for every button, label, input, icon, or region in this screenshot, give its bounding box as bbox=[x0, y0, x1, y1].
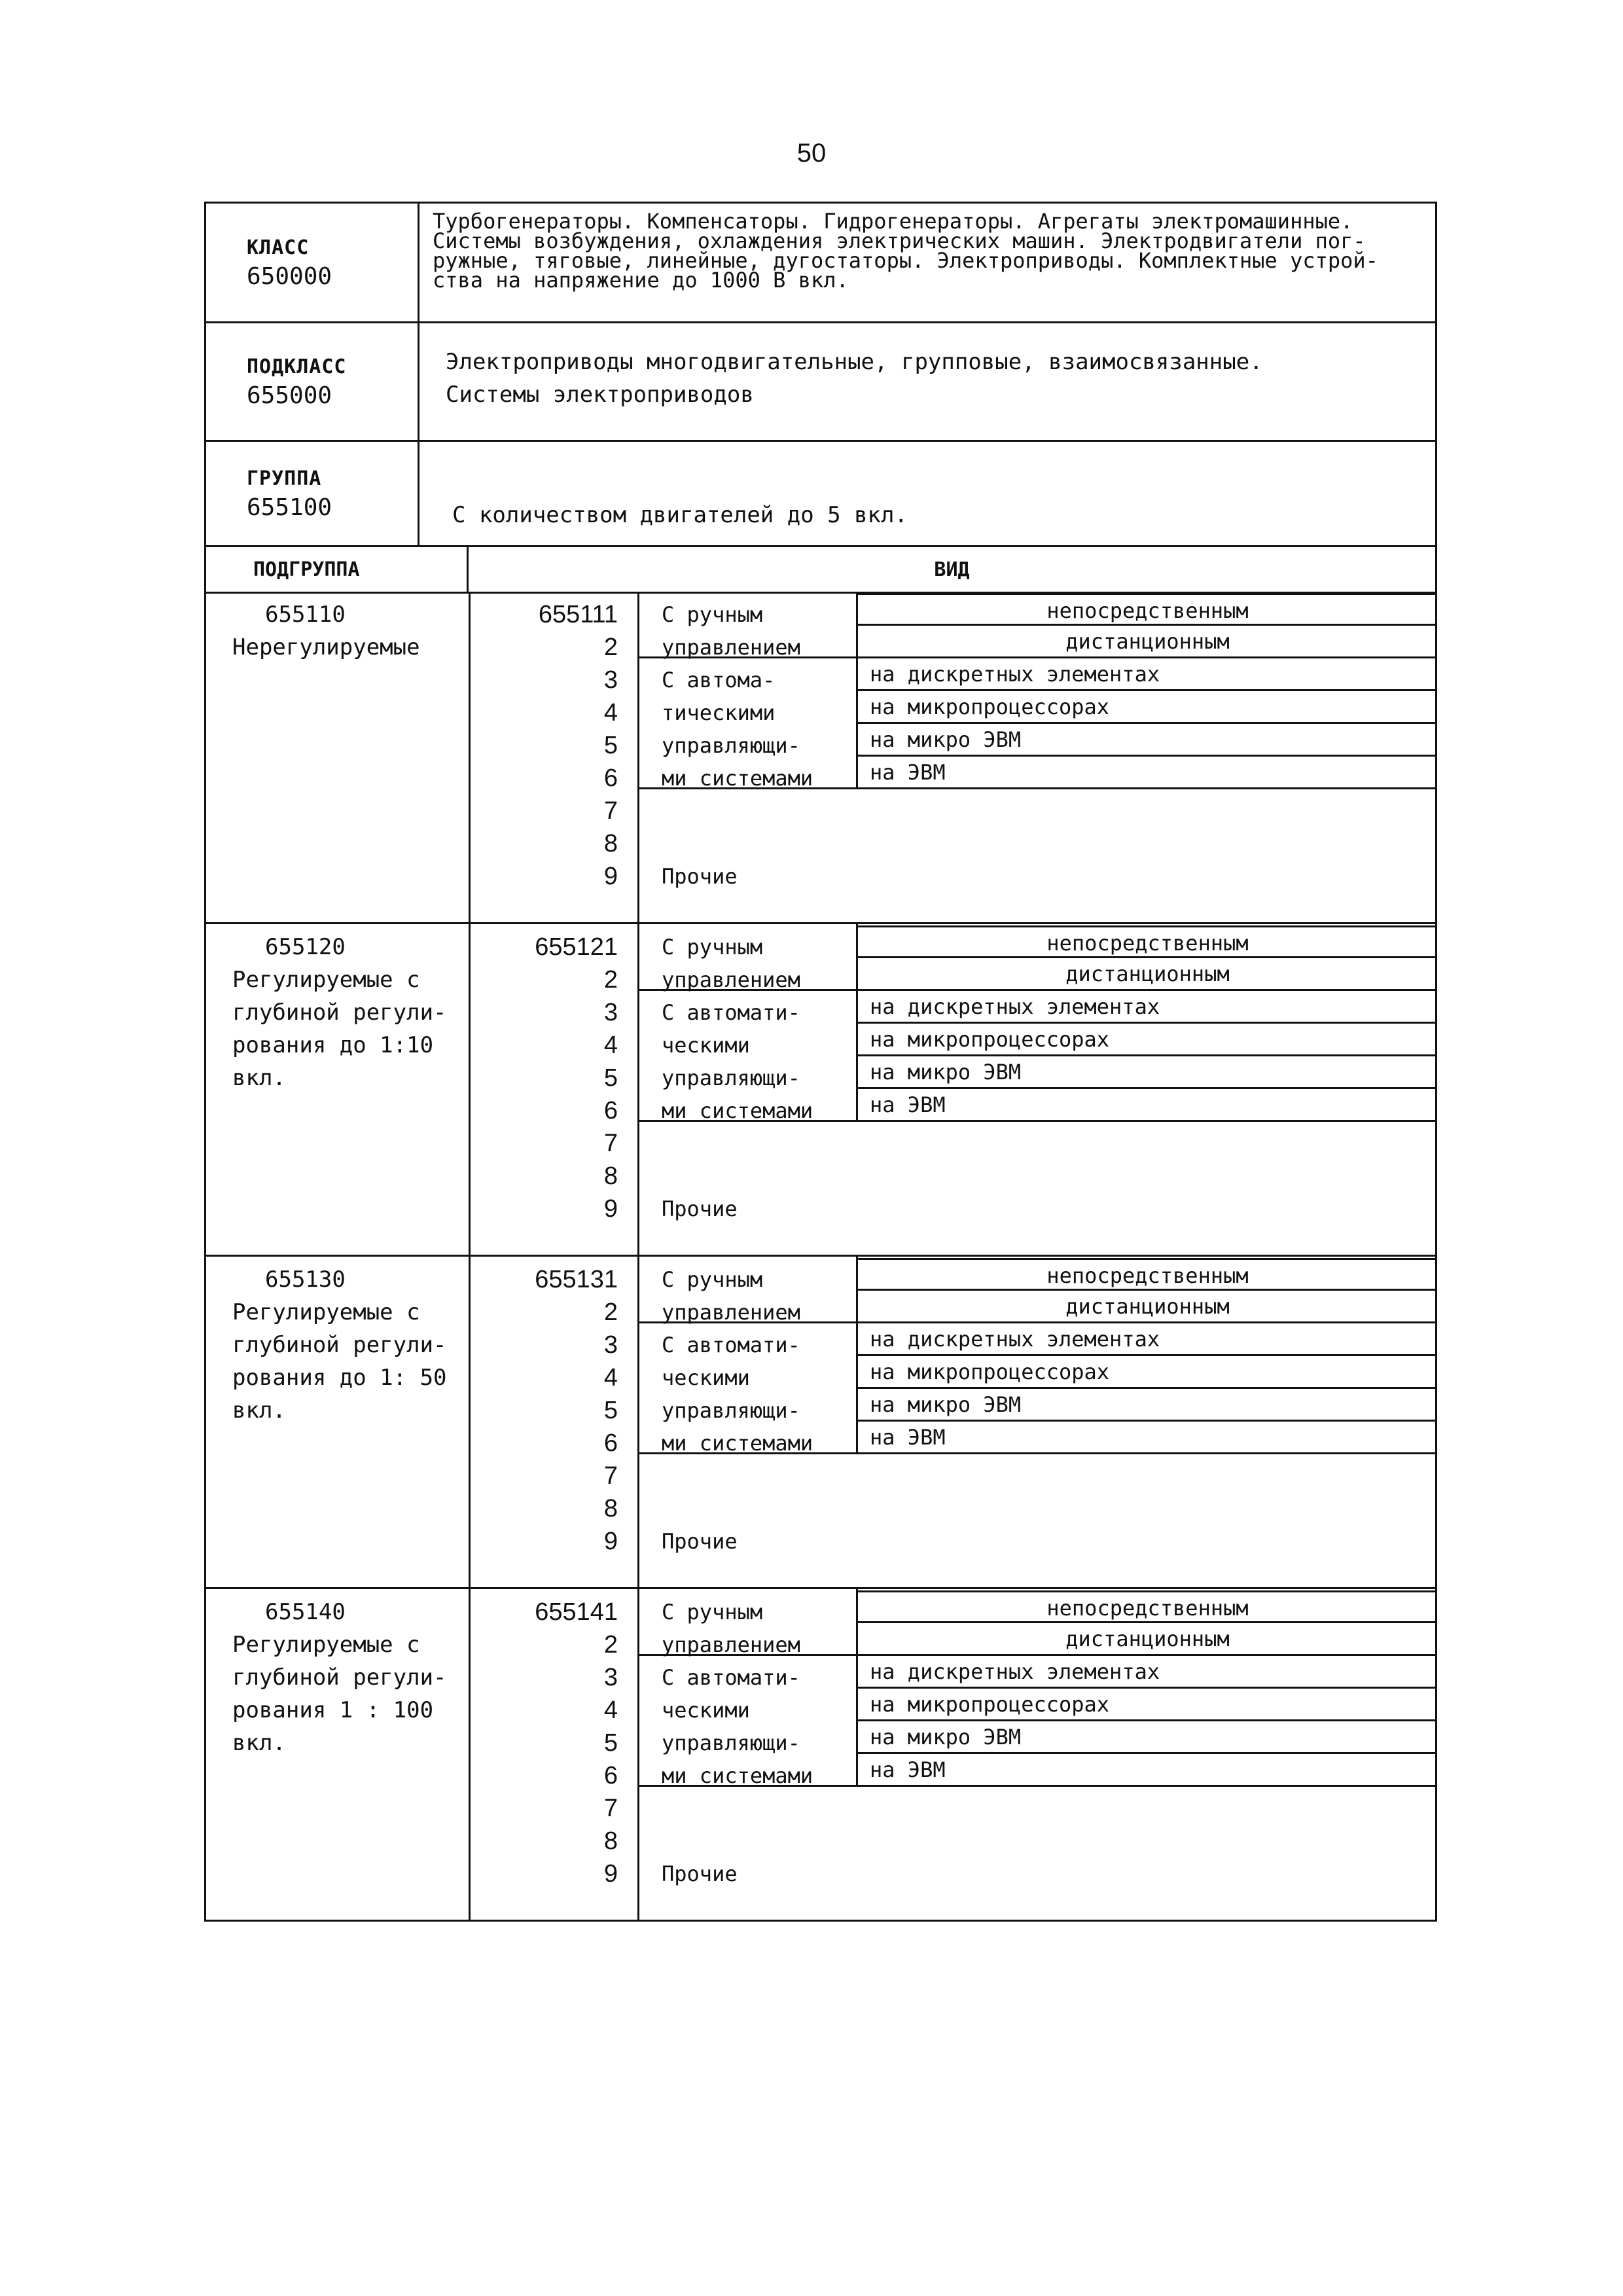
group-label-cell bbox=[206, 442, 419, 545]
class-block bbox=[204, 202, 1437, 323]
type-code: 3 bbox=[603, 1331, 618, 1359]
subgroup-name-line: глубиной регули- bbox=[232, 1332, 447, 1358]
subgroup-description-cell bbox=[206, 924, 471, 1255]
subgroup-name-line: глубиной регули- bbox=[232, 1664, 447, 1691]
class-label-cell bbox=[206, 204, 419, 321]
group-title: ГРУППА bbox=[247, 467, 322, 490]
manual-control-line: управлением bbox=[662, 1632, 800, 1657]
auto-control-line: ми системами bbox=[662, 1763, 813, 1788]
manual-control-line: управлением bbox=[662, 967, 800, 992]
subgroup-name-line: вкл. bbox=[232, 1065, 286, 1091]
type-kind: непосредственным bbox=[858, 593, 1437, 626]
type-code: 4 bbox=[603, 1696, 618, 1724]
class-description-line: Турбогенераторы. Компенсаторы. Гидрогенераторы. Агрегаты электромашинные. bbox=[433, 209, 1353, 234]
type-code: 5 bbox=[603, 1729, 618, 1757]
group-description: С количеством двигателей до 5 вкл. bbox=[452, 502, 908, 528]
type-kind: на микропроцессорах bbox=[858, 691, 1437, 724]
type-code: 655141 bbox=[535, 1598, 618, 1626]
type-codes-column bbox=[471, 1257, 639, 1587]
subgroup-description-cell bbox=[206, 1589, 471, 1920]
type-codes-column bbox=[471, 1589, 639, 1920]
subgroup-section bbox=[204, 1589, 1437, 1922]
group-block bbox=[204, 440, 1437, 547]
subgroup-code: 655130 bbox=[265, 1266, 346, 1293]
type-column-header: ВИД bbox=[467, 545, 1437, 594]
subgroup-name-line: Регулируемые с bbox=[232, 1299, 420, 1325]
other-type: Прочие bbox=[662, 864, 738, 889]
type-kind: непосредственным bbox=[858, 1590, 1437, 1623]
manual-control-line: С ручным bbox=[662, 1267, 763, 1292]
subgroup-name-line: Регулируемые с bbox=[232, 1632, 420, 1658]
auto-control-line: ческими bbox=[662, 1698, 750, 1723]
subclass-description-line: Системы электроприводов bbox=[446, 382, 754, 408]
type-code: 7 bbox=[603, 797, 618, 825]
class-description-line: ства на напряжение до 1000 В вкл. bbox=[433, 268, 849, 293]
type-code: 8 bbox=[603, 1495, 618, 1522]
type-kind: дистанционным bbox=[858, 958, 1437, 991]
manual-control-line: управлением bbox=[662, 635, 800, 660]
manual-control-line: управлением bbox=[662, 1300, 800, 1325]
subclass-block bbox=[204, 321, 1437, 442]
type-code: 5 bbox=[603, 732, 618, 759]
type-kind: непосредственным bbox=[858, 1258, 1437, 1291]
type-code: 6 bbox=[603, 764, 618, 792]
group-code: 655100 bbox=[247, 494, 332, 521]
subgroup-name-line: глубиной регули- bbox=[232, 999, 447, 1026]
type-code: 2 bbox=[603, 966, 618, 994]
manual-control-line: С ручным bbox=[662, 1600, 763, 1624]
page-number: 50 bbox=[796, 139, 827, 168]
other-type: Прочие bbox=[662, 1529, 738, 1554]
auto-control-line: управляющи- bbox=[662, 1066, 800, 1090]
manual-control-line: С ручным bbox=[662, 602, 763, 627]
other-type: Прочие bbox=[662, 1196, 738, 1221]
auto-control-line: ми системами bbox=[662, 1098, 813, 1123]
type-kind: на ЭВМ bbox=[858, 1089, 1437, 1122]
type-code: 6 bbox=[603, 1429, 618, 1457]
type-kind: на дискретных элементах bbox=[858, 1323, 1437, 1356]
type-kind: дистанционным bbox=[858, 1623, 1437, 1656]
type-code: 3 bbox=[603, 999, 618, 1026]
subgroup-name-line: вкл. bbox=[232, 1397, 286, 1424]
type-code: 9 bbox=[603, 863, 618, 890]
subgroup-column-header: ПОДГРУППА bbox=[204, 545, 469, 594]
auto-control-line: ческими bbox=[662, 1365, 750, 1390]
type-code: 655121 bbox=[535, 933, 618, 961]
subgroup-code: 655110 bbox=[265, 601, 346, 628]
type-code: 9 bbox=[603, 1195, 618, 1223]
subgroup-name-line: вкл. bbox=[232, 1730, 286, 1756]
type-code: 655131 bbox=[535, 1266, 618, 1293]
type-kind: непосредственным bbox=[858, 925, 1437, 958]
type-kind: на микропроцессорах bbox=[858, 1356, 1437, 1389]
type-code: 7 bbox=[603, 1795, 618, 1822]
subgroup-description-cell bbox=[206, 592, 471, 922]
type-kind: на ЭВМ bbox=[858, 1754, 1437, 1787]
type-code: 8 bbox=[603, 1827, 618, 1855]
type-code: 3 bbox=[603, 666, 618, 694]
subgroup-name-line: рования до 1: 50 bbox=[232, 1365, 447, 1391]
auto-control-line: С автома- bbox=[662, 668, 776, 692]
manual-control-line: С ручным bbox=[662, 935, 763, 960]
auto-control-line: управляющи- bbox=[662, 1398, 800, 1423]
auto-control-line: С автомати- bbox=[662, 1000, 800, 1025]
type-codes-column bbox=[471, 924, 639, 1255]
type-code: 4 bbox=[603, 699, 618, 726]
type-code: 6 bbox=[603, 1762, 618, 1789]
other-type: Прочие bbox=[662, 1861, 738, 1886]
subclass-description bbox=[446, 346, 1427, 411]
auto-control-line: управляющи- bbox=[662, 733, 800, 758]
type-kind: на ЭВМ bbox=[858, 1422, 1437, 1454]
type-code: 8 bbox=[603, 830, 618, 857]
auto-control-line: ческими bbox=[662, 1033, 750, 1058]
type-kind: на микро ЭВМ bbox=[858, 1389, 1437, 1422]
class-description bbox=[433, 209, 1427, 293]
auto-control-line: управляющи- bbox=[662, 1731, 800, 1755]
type-kind: на микро ЭВМ bbox=[858, 1721, 1437, 1754]
auto-control-line: С автомати- bbox=[662, 1333, 800, 1357]
subgroup-code: 655140 bbox=[265, 1599, 346, 1625]
subgroup-section bbox=[204, 924, 1437, 1257]
subclass-label-cell bbox=[206, 323, 419, 440]
type-code: 655111 bbox=[538, 601, 618, 628]
subclass-code: 655000 bbox=[247, 382, 332, 409]
type-code: 6 bbox=[603, 1097, 618, 1124]
subgroup-description-cell bbox=[206, 1257, 471, 1587]
type-kind: на дискретных элементах bbox=[858, 991, 1437, 1024]
subgroup-name-line: рования 1 : 100 bbox=[232, 1697, 434, 1723]
subgroup-name-line: Регулируемые с bbox=[232, 967, 420, 993]
type-kind: на микро ЭВМ bbox=[858, 1056, 1437, 1089]
type-kind: дистанционным bbox=[858, 626, 1437, 658]
type-code: 5 bbox=[603, 1064, 618, 1092]
type-code: 3 bbox=[603, 1664, 618, 1691]
subclass-description-line: Электроприводы многодвигательные, групповые, взаимосвязанные. bbox=[446, 349, 1263, 375]
subclass-title: ПОДКЛАСС bbox=[247, 355, 347, 378]
type-code: 5 bbox=[603, 1397, 618, 1424]
type-code: 8 bbox=[603, 1162, 618, 1190]
auto-control-line: С автомати- bbox=[662, 1665, 800, 1690]
type-kind: на дискретных элементах bbox=[858, 658, 1437, 691]
type-kind: на микропроцессорах bbox=[858, 1689, 1437, 1721]
auto-control-line: тическими bbox=[662, 700, 776, 725]
type-code: 2 bbox=[603, 1631, 618, 1659]
class-description-line: Системы возбуждения, охлаждения электрических машин. Электродвигатели пог- bbox=[433, 228, 1366, 253]
type-code: 7 bbox=[603, 1462, 618, 1490]
type-code: 9 bbox=[603, 1528, 618, 1555]
subgroup-name-line: Нерегулируемые bbox=[232, 634, 420, 660]
class-title: КЛАСС bbox=[247, 236, 310, 259]
auto-control-line: ми системами bbox=[662, 766, 813, 791]
type-code: 9 bbox=[603, 1860, 618, 1888]
type-kind: на ЭВМ bbox=[858, 757, 1437, 789]
class-code: 650000 bbox=[247, 263, 332, 290]
subgroup-name-line: рования до 1:10 bbox=[232, 1032, 434, 1058]
type-code: 4 bbox=[603, 1031, 618, 1059]
type-kind: дистанционным bbox=[858, 1291, 1437, 1323]
type-kind: на микропроцессорах bbox=[858, 1024, 1437, 1056]
subgroup-code: 655120 bbox=[265, 934, 346, 960]
subgroup-section bbox=[204, 1257, 1437, 1589]
type-code: 2 bbox=[603, 1299, 618, 1326]
type-kind: на микро ЭВМ bbox=[858, 724, 1437, 757]
type-code: 2 bbox=[603, 634, 618, 661]
type-code: 7 bbox=[603, 1130, 618, 1157]
type-codes-column bbox=[471, 592, 639, 922]
class-description-line: ружные, тяговые, линейные, дугостаторы. Электроприводы. Комплектные устрой- bbox=[433, 248, 1378, 273]
subgroup-section bbox=[204, 592, 1437, 924]
auto-control-line: ми системами bbox=[662, 1431, 813, 1456]
type-kind: на дискретных элементах bbox=[858, 1656, 1437, 1689]
type-code: 4 bbox=[603, 1364, 618, 1391]
